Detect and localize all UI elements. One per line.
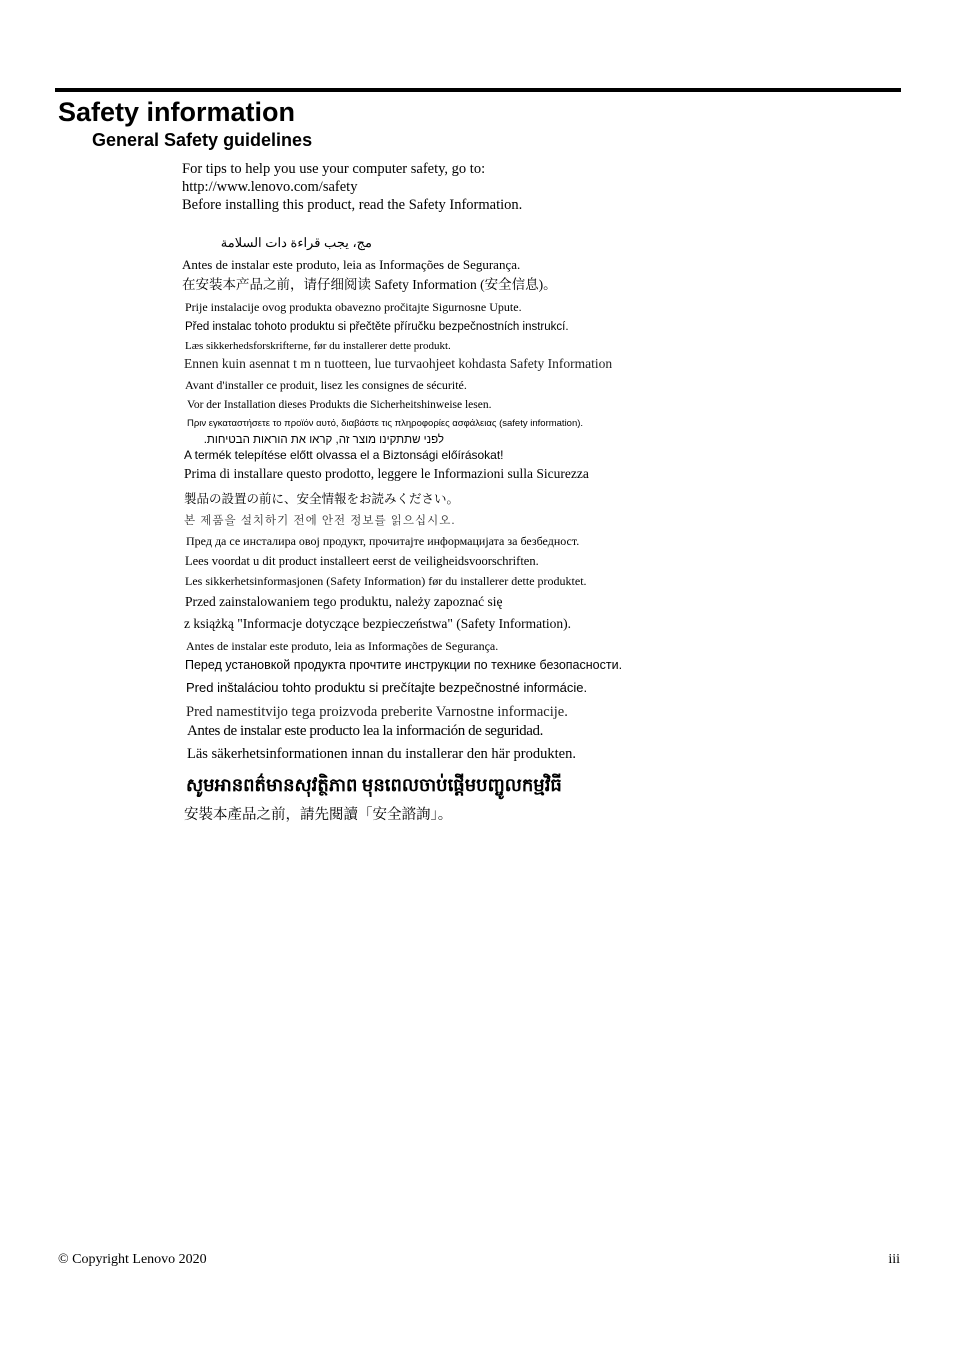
- notice-korean: 본 제품을 설치하기 전에 안전 정보를 읽으십시오.: [184, 515, 456, 527]
- intro-line-tips: For tips to help you use your computer safety, go to:: [182, 161, 486, 177]
- notice-danish: Læs sikkerhedsforskrifterne, før du installerer dette produkt.: [185, 340, 451, 352]
- notice-dutch: Lees voordat u dit product installeert eerst de veiligheidsvoorschriften.: [185, 554, 539, 568]
- notice-hungarian: A termék telepítése előtt olvassa el a Biztonsági előírásokat!: [184, 448, 504, 462]
- header-rule: [55, 88, 901, 92]
- notice-greek: Πριν εγκαταστήσετε το προϊόν αυτό, διαβάστε τις πληροφορίες ασφάλειας (safety information).: [187, 418, 584, 429]
- notice-czech: Před instalac tohoto produktu si přečtěte příručku bezpečnostních instrukcí.: [185, 321, 569, 333]
- notice-german: Vor der Installation dieses Produkts die Sicherheitshinweise lesen.: [187, 399, 492, 411]
- intro-line-url: http://www.lenovo.com/safety: [182, 179, 358, 195]
- notice-french: Avant d'installer ce produit, lisez les consignes de sécurité.: [185, 378, 467, 392]
- footer-copyright: © Copyright Lenovo 2020: [58, 1252, 207, 1267]
- notice-polish-line1: Przed zainstalowaniem tego produktu, należy zapoznać się: [185, 594, 503, 609]
- page-title: Safety information: [58, 97, 296, 127]
- notice-croatian: Prije instalacije ovog produkta obavezno pročitajte Sigurnosne Upute.: [185, 300, 522, 314]
- notice-arabic: مج، يجب قراءة دات السلامة: [220, 235, 372, 250]
- intro-line-read: Before installing this product, read the Safety Information.: [182, 197, 523, 213]
- intro-text: [182, 160, 522, 214]
- notice-spanish: Antes de instalar este producto lea la información de seguridad.: [187, 723, 543, 739]
- notice-japanese: 製品の設置の前に、安全情報をお読みください。: [184, 492, 460, 506]
- notice-chinese-traditional: 安裝本產品之前，請先閱讀「安全諮詢」。: [184, 807, 453, 823]
- notice-norwegian: Les sikkerhetsinformasjonen (Safety Information) før du installerer dette produktet.: [185, 574, 587, 588]
- notice-portuguese-br: Antes de instalar este produto, leia as Informações de Segurança.: [182, 257, 521, 272]
- notice-khmer: សូមអានពត៌មានសុវត្ថិភាព មុនពេលចាប់ផ្តើមបញ្ចូលកម្មវិធី: [186, 775, 562, 795]
- notice-polish-line2: z książką "Informacje dotyczące bezpieczeństwa" (Safety Information).: [184, 616, 571, 631]
- section-title: General Safety guidelines: [92, 130, 313, 150]
- notice-chinese-simplified: 在安装本产品之前，请仔细阅读 Safety Information (安全信息)。: [182, 277, 557, 292]
- notice-russian: Перед установкой продукта прочтите инструкции по технике безопасности.: [185, 658, 623, 672]
- notice-italian: Prima di installare questo prodotto, leggere le Informazioni sulla Sicurezza: [184, 466, 589, 481]
- notice-hebrew: לפני שתתקינו מוצר זה, קראו את הוראות הבטיחות.: [203, 434, 444, 446]
- notice-slovak: Pred inštaláciou tohto produktu si prečítajte bezpečnostné informácie.: [186, 680, 588, 695]
- notice-portuguese: Antes de instalar este produto, leia as Informações de Segurança.: [186, 639, 499, 653]
- notice-slovenian: Pred namestitvijo tega proizvoda preberite Varnostne informacije.: [186, 704, 568, 720]
- footer-page-number: iii: [888, 1252, 900, 1267]
- notice-finnish: Ennen kuin asennat t m n tuotteen, lue turvaohjeet kohdasta Safety Information: [184, 356, 613, 371]
- notice-swedish: Läs säkerhetsinformationen innan du installerar den här produkten.: [187, 746, 576, 762]
- notice-macedonian: Пред да се инсталира овој продукт, прочитајте информацијата за безбедност.: [186, 534, 580, 548]
